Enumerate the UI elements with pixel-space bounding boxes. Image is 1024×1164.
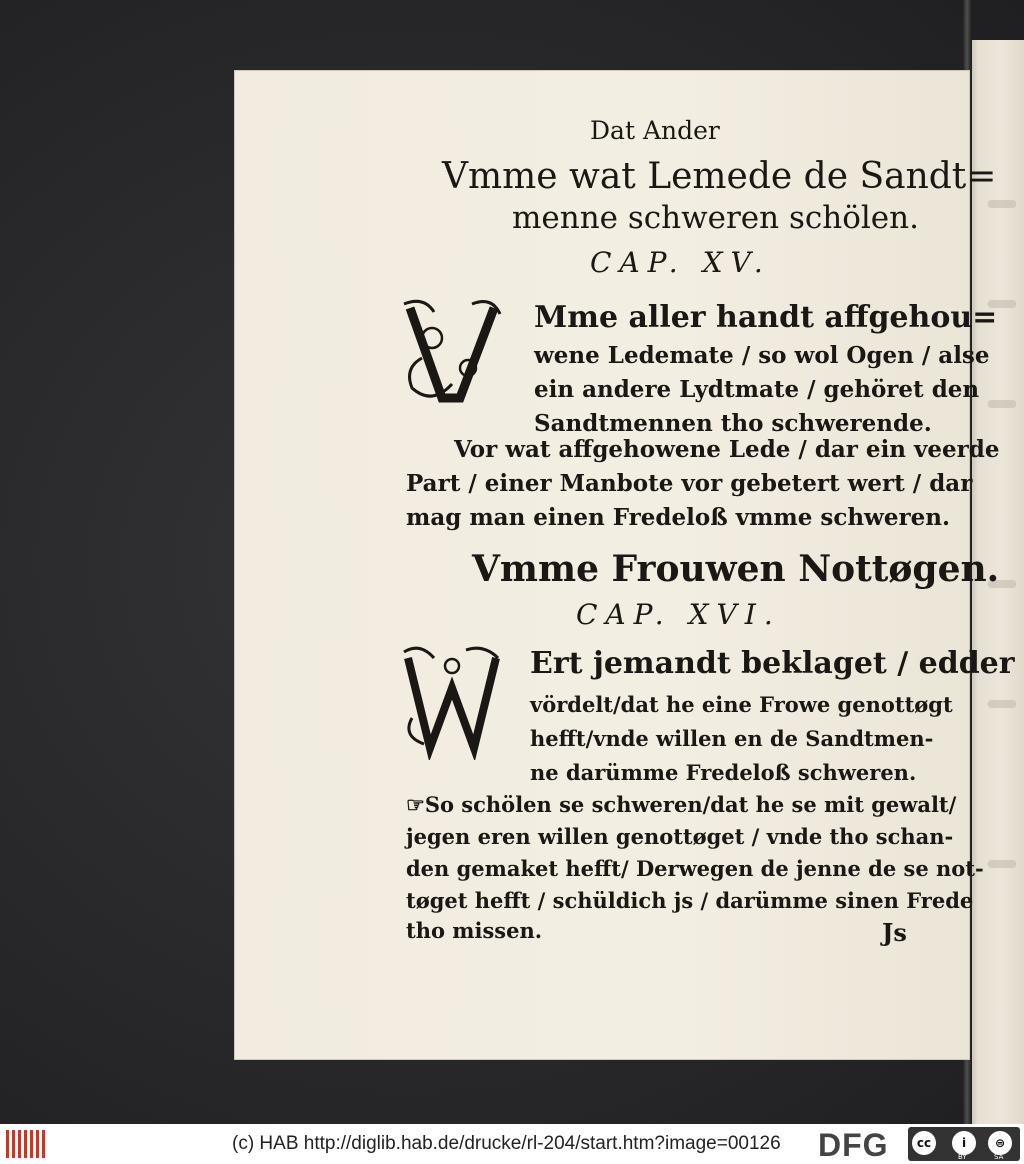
attribution-link[interactable]: (c) HAB http://diglib.hab.de/drucke/rl-204/start.htm?image=00126 [232, 1133, 781, 1154]
chapter16-line9: tho missen. [406, 918, 543, 943]
chapter16-line1: Ert jemandt beklaget / edder [530, 646, 1015, 681]
chapter15-number: CAP. XV. [590, 246, 771, 279]
book-page [234, 70, 1015, 1060]
decorated-initial-w [402, 644, 502, 760]
by-icon: i [952, 1131, 976, 1155]
sa-icon: ⊜ [988, 1131, 1012, 1155]
running-head: Dat Ander [590, 116, 720, 145]
cc-license-badge[interactable] [908, 1127, 1020, 1161]
chapter15-line3: ein andere Lydtmate / gehöret den [534, 376, 980, 403]
chapter16-line8: tøget hefft / schüldich js / darümme sinen Frede [406, 888, 974, 913]
chapter16-line5: ☞So schölen se schweren/dat he se mit gewalt/ [406, 792, 957, 817]
cc-icon: cc [912, 1131, 936, 1155]
chapter15-title-line1: Vmme wat Lemede de Sandt= [442, 156, 997, 197]
chapter15-title-line2: menne schweren schölen. [512, 200, 919, 236]
catchword: Js [882, 918, 907, 947]
chapter16-line4: ne darümme Fredeloß schweren. [530, 760, 917, 785]
chapter15-line1: Mme aller handt affgehou= [534, 300, 998, 335]
barcode-icon [6, 1130, 48, 1158]
chapter15-line6: Part / einer Manbote vor gebetert wert / dar [406, 470, 973, 497]
chapter15-line2: wene Ledemate / so wol Ogen / alse [534, 342, 990, 369]
chapter16-line7: den gemaket hefft/ Derwegen de jenne de se not- [406, 856, 984, 881]
chapter16-line2: vördelt/dat he eine Frowe genottøgt [530, 692, 953, 717]
footer-bar [0, 1124, 1024, 1164]
chapter16-number: CAP. XVI. [576, 598, 781, 631]
dfg-logo: DFG [818, 1127, 889, 1163]
chapter16-line3: hefft/vnde willen en de Sandtmen- [530, 726, 934, 751]
chapter16-line6: jegen eren willen genottøget / vnde tho schan- [406, 824, 954, 849]
chapter15-line5: Vor wat affgehowene Lede / dar ein veerde [454, 436, 1000, 463]
chapter15-line4: Sandtmennen tho schwerende. [534, 410, 932, 437]
decorated-initial-v [402, 298, 502, 414]
chapter15-line7: mag man einen Fredeloß vmme schweren. [406, 504, 950, 531]
by-label: BY [958, 1153, 967, 1161]
chapter16-title: Vmme Frouwen Nottøgen. [472, 548, 1000, 590]
sa-label: SA [994, 1153, 1004, 1161]
